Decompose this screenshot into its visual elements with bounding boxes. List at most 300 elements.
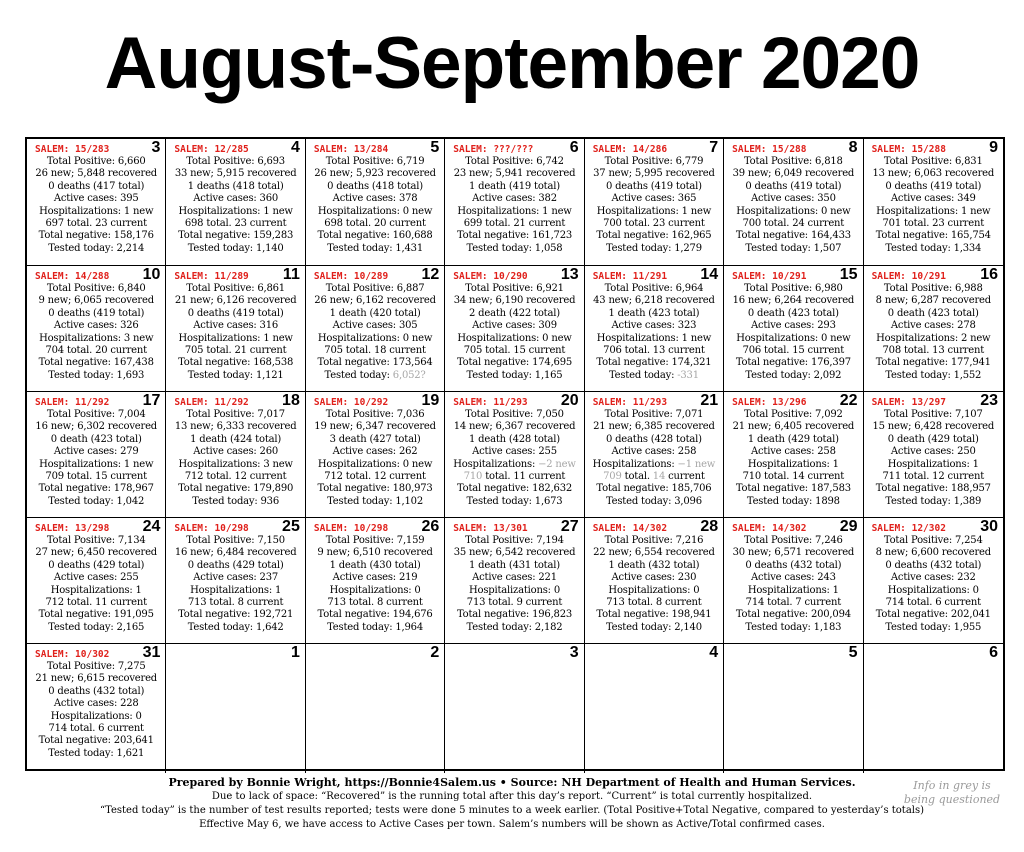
salem-cases: SALEM: 10/298	[174, 523, 249, 534]
stat-line	[447, 421, 581, 433]
calendar-day-cell	[724, 518, 863, 644]
calendar-day-cell	[724, 139, 863, 266]
day-number: 8	[848, 139, 858, 156]
stat-line	[587, 243, 721, 255]
stat-text: Tested today: 1,431	[327, 242, 423, 254]
stat-text: Total negative: 174,321	[596, 357, 712, 369]
stat-line	[308, 218, 442, 230]
stat-line	[168, 206, 302, 218]
stat-line	[447, 585, 581, 597]
stat-text: total. 11 current	[482, 471, 566, 483]
calendar-day-cell	[585, 392, 724, 518]
stat-line	[447, 357, 581, 369]
salem-cases: SALEM: 15/288	[871, 144, 946, 155]
stat-line	[447, 597, 581, 609]
stat-text: Total Positive: 7,134	[46, 535, 146, 546]
day-stats	[308, 409, 442, 508]
stat-text: 1 death (431 total)	[469, 559, 560, 571]
day-number: 6	[989, 644, 998, 661]
day-stats	[447, 156, 581, 255]
stat-text: Total negative: 182,632	[456, 483, 573, 495]
day-header	[587, 140, 721, 156]
stat-line	[726, 357, 860, 369]
stat-text: Active cases: 243	[750, 572, 836, 584]
day-header	[29, 519, 163, 535]
day-number: 12	[421, 266, 440, 283]
stat-text: Tested today: 1,964	[327, 621, 423, 633]
stat-line	[726, 585, 860, 597]
footer-note-tested: “Tested today” is the number of test results reported; tests were done 5 minutes to a week earlier. (Total Positive+Total Negative, compared to yesterday’s totals)	[99, 805, 925, 816]
day-stats	[168, 283, 302, 382]
stat-text: 0 deaths (429 total)	[187, 559, 284, 571]
stat-text: Hospitalizations: 1	[747, 584, 839, 596]
stat-line	[29, 434, 163, 446]
day-number: 14	[700, 266, 719, 283]
stat-line	[168, 434, 302, 446]
day-header	[447, 267, 581, 283]
stat-line	[866, 243, 1001, 255]
stat-line	[726, 230, 860, 242]
day-header	[308, 267, 442, 283]
stat-line	[29, 181, 163, 193]
stat-line	[587, 483, 721, 495]
footer-note-recovered: Due to lack of space: “Recovered” is the running total after this day’s report. “Current” is total currently hospitalized.	[211, 791, 813, 802]
stat-line	[866, 193, 1001, 205]
stat-text: 34 new; 6,190 recovered	[453, 295, 576, 307]
stat-text: 698 total. 23 current	[184, 218, 287, 230]
stat-text: Active cases: 228	[53, 698, 139, 710]
stat-text: Tested today: 1,121	[187, 369, 284, 381]
stat-text: Total Positive: 7,194	[465, 535, 564, 546]
stat-line	[587, 283, 721, 295]
stat-line	[29, 345, 163, 357]
stat-text: Total Positive: 6,887	[325, 283, 425, 294]
stat-text: 704 total. 20 current	[45, 345, 147, 357]
calendar-day-cell	[27, 518, 166, 644]
stat-line	[447, 168, 581, 180]
stat-text: Total Positive: 7,050	[465, 409, 564, 420]
calendar-day-cell	[445, 392, 584, 518]
stat-text: Active cases: 382	[472, 193, 557, 205]
stat-line	[168, 295, 302, 307]
stat-line	[726, 345, 860, 357]
stat-line	[168, 585, 302, 597]
stat-text: 1 deaths (418 total)	[187, 180, 284, 192]
stat-text: 0 deaths (417 total)	[48, 180, 145, 192]
stat-line	[447, 471, 581, 483]
stat-text: 19 new; 6,347 recovered	[314, 421, 436, 433]
stat-line	[308, 320, 442, 332]
stat-line	[29, 168, 163, 180]
stat-line	[866, 434, 1001, 446]
day-number: 4	[290, 139, 300, 156]
stat-text: 705 total. 21 current	[184, 345, 287, 357]
stat-text: Active cases: 279	[53, 446, 139, 458]
stat-text: 700 total. 23 current	[603, 218, 705, 230]
stat-text: Active cases: 232	[890, 572, 976, 584]
stat-text: 35 new; 6,542 recovered	[453, 547, 576, 559]
stat-line	[587, 168, 721, 180]
day-number: 6	[569, 139, 579, 156]
stat-line	[587, 547, 721, 559]
stat-line	[168, 560, 302, 572]
stat-line	[866, 181, 1001, 193]
stat-text: 1 death (429 total)	[747, 433, 839, 445]
stat-line	[866, 409, 1001, 421]
day-stats	[168, 535, 302, 634]
stat-text: 13 new; 6,333 recovered	[174, 421, 297, 433]
stat-line	[866, 496, 1001, 508]
stat-line	[168, 572, 302, 584]
stat-text: 21 new; 6,615 recovered	[35, 673, 157, 685]
stat-text: 0 deaths (419 total)	[187, 307, 284, 319]
stat-line	[726, 295, 860, 307]
day-number: 5	[848, 644, 858, 661]
stat-text: 16 new; 6,302 recovered	[35, 421, 157, 433]
stat-text: Tested today: 2,182	[466, 621, 563, 633]
salem-cases: SALEM: 10/302	[35, 649, 110, 660]
stat-text: Total negative: 196,823	[456, 609, 573, 621]
stat-text: Active cases: 323	[611, 320, 697, 332]
stat-line	[308, 206, 442, 218]
stat-text: Hospitalizations: 1 new	[178, 205, 293, 217]
stat-line	[168, 357, 302, 369]
day-header	[866, 140, 1001, 156]
day-header	[308, 140, 442, 156]
footer-note-active: Effective May 6, we have access to Active Cases per town. Salem’s numbers will be shown as Active/Total confirmed cases.	[199, 819, 825, 830]
stat-text: 16 new; 6,264 recovered	[732, 295, 855, 307]
stat-text: Tested today: 1,165	[466, 369, 563, 381]
stat-line	[447, 446, 581, 458]
stat-line	[726, 535, 860, 547]
salem-cases: SALEM: 13/301	[453, 523, 528, 534]
stat-text: Active cases: 309	[472, 320, 557, 332]
stat-line	[587, 585, 721, 597]
stat-line	[726, 243, 860, 255]
stat-text: Tested today: 2,140	[605, 621, 702, 633]
stat-line	[168, 156, 302, 168]
calendar-day-cell	[306, 266, 445, 392]
stat-line	[447, 572, 581, 584]
stat-text: 26 new; 5,923 recovered	[314, 168, 436, 180]
stat-text: Total negative: 174,695	[456, 357, 573, 369]
stat-line	[29, 597, 163, 609]
salem-cases: SALEM: 11/293	[453, 397, 528, 408]
stat-text: 30 new; 6,571 recovered	[732, 547, 855, 559]
stat-line	[29, 673, 163, 685]
day-header	[168, 393, 302, 409]
stat-line	[308, 459, 442, 471]
stat-line	[726, 333, 860, 345]
stat-text: 1 death (419 total)	[469, 180, 560, 192]
stat-line	[726, 622, 860, 634]
day-stats	[29, 661, 163, 760]
stat-text: 33 new; 5,915 recovered	[174, 168, 297, 180]
day-header	[168, 519, 302, 535]
stat-text: 713 total. 9 current	[466, 597, 563, 609]
stat-line	[29, 357, 163, 369]
day-stats	[168, 156, 302, 255]
stat-text: Tested today: 1,140	[187, 242, 284, 254]
stat-text: Active cases: 378	[332, 193, 418, 205]
stat-text: Total negative: 191,095	[38, 609, 154, 621]
day-number: 1	[290, 644, 300, 661]
day-number: 15	[839, 266, 858, 283]
questioned-value: -331	[677, 369, 699, 381]
calendar-day-cell	[306, 644, 445, 773]
stat-text: Tested today: 1,552	[885, 369, 982, 381]
stat-text: Hospitalizations: 0	[50, 710, 142, 722]
stat-line	[587, 230, 721, 242]
day-number: 13	[560, 266, 579, 283]
stat-line	[168, 333, 302, 345]
salem-cases: SALEM: 15/283	[35, 144, 110, 155]
stat-text: 0 death (423 total)	[747, 307, 839, 319]
day-number: 21	[700, 392, 719, 409]
day-header	[587, 645, 721, 661]
stat-text: 1 death (424 total)	[190, 433, 282, 445]
stat-line	[168, 193, 302, 205]
stat-line	[29, 308, 163, 320]
stat-line	[168, 243, 302, 255]
day-number: 24	[142, 518, 161, 535]
stat-text: 1 death (432 total)	[608, 559, 700, 571]
stat-line	[866, 560, 1001, 572]
stat-line	[587, 345, 721, 357]
stat-text: Active cases: 395	[53, 193, 139, 205]
stat-line	[447, 230, 581, 242]
day-stats	[587, 409, 721, 508]
stat-line	[726, 168, 860, 180]
stat-text: Total negative: 161,723	[456, 230, 573, 242]
stat-line	[168, 283, 302, 295]
stat-line	[168, 181, 302, 193]
stat-text: Tested today: 2,092	[745, 369, 842, 381]
stat-text: Total negative: 194,676	[317, 609, 433, 621]
stat-text: Active cases: 360	[193, 193, 279, 205]
stat-text: Total Positive: 6,742	[465, 156, 564, 167]
day-stats	[866, 409, 1001, 508]
stat-text: 0 deaths (419 total)	[885, 180, 982, 192]
stat-text: 1 death (423 total)	[608, 307, 700, 319]
stat-text: Tested today: 1,389	[885, 495, 982, 507]
stat-line	[447, 459, 581, 471]
day-number: 3	[151, 139, 161, 156]
day-number: 9	[989, 139, 998, 156]
calendar-day-cell	[27, 266, 166, 392]
stat-text: Total negative: 159,283	[178, 230, 294, 242]
stat-text: Hospitalizations: 1	[887, 458, 979, 470]
stat-text: 26 new; 5,848 recovered	[35, 168, 157, 180]
stat-line	[168, 609, 302, 621]
stat-text: Total Positive: 7,254	[883, 535, 983, 546]
stat-text: Active cases: 350	[750, 193, 836, 205]
stat-line	[308, 622, 442, 634]
stat-text: Total Positive: 7,150	[186, 535, 285, 546]
stat-line	[866, 206, 1001, 218]
calendar-day-cell	[864, 266, 1003, 392]
stat-text: Hospitalizations: 0 new	[736, 332, 851, 344]
stat-line	[168, 459, 302, 471]
stat-text: Hospitalizations: 1 new	[39, 458, 154, 470]
stat-text: 0 deaths (432 total)	[885, 559, 982, 571]
stat-line	[29, 723, 163, 735]
stat-line	[29, 496, 163, 508]
stat-text: Tested today: 1,042	[48, 495, 145, 507]
stat-text: 0 deaths (418 total)	[327, 180, 423, 192]
stat-text: 705 total. 18 current	[324, 345, 426, 357]
stat-text: Total Positive: 6,831	[883, 156, 983, 167]
questioned-value: 709	[603, 471, 622, 483]
salem-cases: SALEM: 12/285	[174, 144, 249, 155]
stat-line	[587, 421, 721, 433]
stat-line	[168, 446, 302, 458]
stat-line	[29, 459, 163, 471]
questioned-value: −1 new	[677, 458, 716, 470]
stat-text: Tested today: 1,279	[605, 242, 702, 254]
stat-text: Tested today: 1898	[746, 495, 840, 507]
stat-line	[726, 496, 860, 508]
stat-text: current	[665, 471, 705, 483]
stat-text: Total negative: 162,965	[596, 230, 712, 242]
salem-cases: SALEM: 13/296	[732, 397, 807, 408]
calendar-day-cell	[864, 644, 1003, 773]
stat-line	[308, 181, 442, 193]
questioned-value: 6,052?	[392, 369, 426, 381]
stat-text: 711 total. 12 current	[882, 471, 985, 483]
stat-line	[866, 421, 1001, 433]
stat-text: 0 death (423 total)	[887, 307, 979, 319]
stat-text: Hospitalizations: 1 new	[178, 332, 293, 344]
salem-cases: SALEM: 10/291	[732, 271, 807, 282]
stat-text: 23 new; 5,941 recovered	[453, 168, 576, 180]
stat-line	[866, 535, 1001, 547]
stat-text: Total Positive: 7,246	[743, 535, 843, 546]
day-header	[866, 267, 1001, 283]
day-header	[29, 267, 163, 283]
salem-cases: SALEM: 15/288	[732, 144, 807, 155]
stat-line	[29, 547, 163, 559]
stat-text: 0 deaths (419 total)	[745, 180, 842, 192]
stat-text: Total Positive: 7,071	[604, 409, 704, 420]
stat-line	[168, 230, 302, 242]
day-header	[168, 267, 302, 283]
stat-line	[29, 560, 163, 572]
stat-line	[447, 295, 581, 307]
calendar-day-cell	[864, 392, 1003, 518]
stat-text: Hospitalizations: 0 new	[736, 205, 851, 217]
stat-text: Total negative: 202,041	[875, 609, 991, 621]
stat-text: Active cases: 219	[332, 572, 418, 584]
stat-line	[29, 156, 163, 168]
stat-text: Total negative: 179,890	[178, 483, 294, 495]
day-number: 19	[421, 392, 440, 409]
stat-line	[866, 230, 1001, 242]
stat-text: 710 total. 14 current	[742, 471, 845, 483]
stat-line	[726, 446, 860, 458]
stat-text: 22 new; 6,554 recovered	[593, 547, 715, 559]
stat-text: 27 new; 6,450 recovered	[35, 547, 157, 559]
day-number: 7	[709, 139, 719, 156]
stat-text: Total Positive: 6,660	[46, 156, 146, 167]
page-title: August-September 2020	[104, 23, 920, 104]
calendar-day-cell	[27, 644, 166, 773]
day-header	[447, 393, 581, 409]
stat-text: Total Positive: 6,988	[883, 283, 983, 294]
stat-text: Active cases: 262	[332, 446, 418, 458]
stat-line	[168, 597, 302, 609]
stat-line	[29, 698, 163, 710]
calendar-day-cell	[585, 518, 724, 644]
stat-line	[308, 421, 442, 433]
calendar-day-cell	[724, 392, 863, 518]
stat-line	[168, 308, 302, 320]
day-stats	[866, 156, 1001, 255]
stat-line	[726, 370, 860, 382]
stat-text: Tested today: 3,096	[605, 495, 702, 507]
stat-line	[308, 483, 442, 495]
stat-line	[447, 409, 581, 421]
salem-cases: SALEM: 13/298	[35, 523, 110, 534]
stat-line	[866, 585, 1001, 597]
stat-line	[726, 560, 860, 572]
stat-line	[308, 370, 442, 382]
stat-text: 706 total. 15 current	[742, 345, 845, 357]
calendar-day-cell	[445, 644, 584, 773]
salem-cases: SALEM: 14/288	[35, 271, 110, 282]
stat-line	[587, 218, 721, 230]
stat-line	[29, 572, 163, 584]
day-number: 2	[430, 644, 440, 661]
stat-text: 0 deaths (432 total)	[48, 685, 145, 697]
stat-text: 0 death (423 total)	[50, 433, 142, 445]
stat-text: 712 total. 12 current	[324, 471, 426, 483]
stat-line	[726, 597, 860, 609]
day-stats	[168, 409, 302, 508]
questioned-value: 14	[652, 471, 666, 483]
stat-line	[168, 421, 302, 433]
calendar-day-cell	[724, 266, 863, 392]
stat-text: 21 new; 6,405 recovered	[732, 421, 855, 433]
stat-line	[168, 168, 302, 180]
stat-line	[726, 156, 860, 168]
stat-text: Hospitalizations: 3 new	[178, 458, 293, 470]
stat-line	[726, 283, 860, 295]
stat-line	[308, 243, 442, 255]
stat-text: 1 death (430 total)	[329, 559, 421, 571]
stat-text: Total Positive: 7,216	[604, 535, 704, 546]
stat-line	[866, 308, 1001, 320]
day-stats	[726, 535, 860, 634]
salem-cases: SALEM: 14/302	[592, 523, 668, 534]
calendar-day-cell	[166, 644, 305, 773]
day-header	[168, 140, 302, 156]
stat-text: total.	[621, 471, 653, 483]
stat-line	[308, 471, 442, 483]
stat-text: Total negative: 160,688	[317, 230, 433, 242]
stat-text: Total Positive: 7,004	[46, 409, 146, 420]
stat-text: Active cases: 349	[890, 193, 976, 205]
salem-cases: SALEM: ???/???	[453, 144, 534, 155]
stat-text: Active cases: 326	[53, 320, 139, 332]
stat-text: Total Positive: 6,921	[465, 283, 564, 294]
day-stats	[29, 283, 163, 382]
day-header	[308, 393, 442, 409]
stat-line	[447, 496, 581, 508]
stat-line	[587, 471, 721, 483]
stat-line	[587, 295, 721, 307]
stat-text: 713 total. 8 current	[327, 597, 423, 609]
